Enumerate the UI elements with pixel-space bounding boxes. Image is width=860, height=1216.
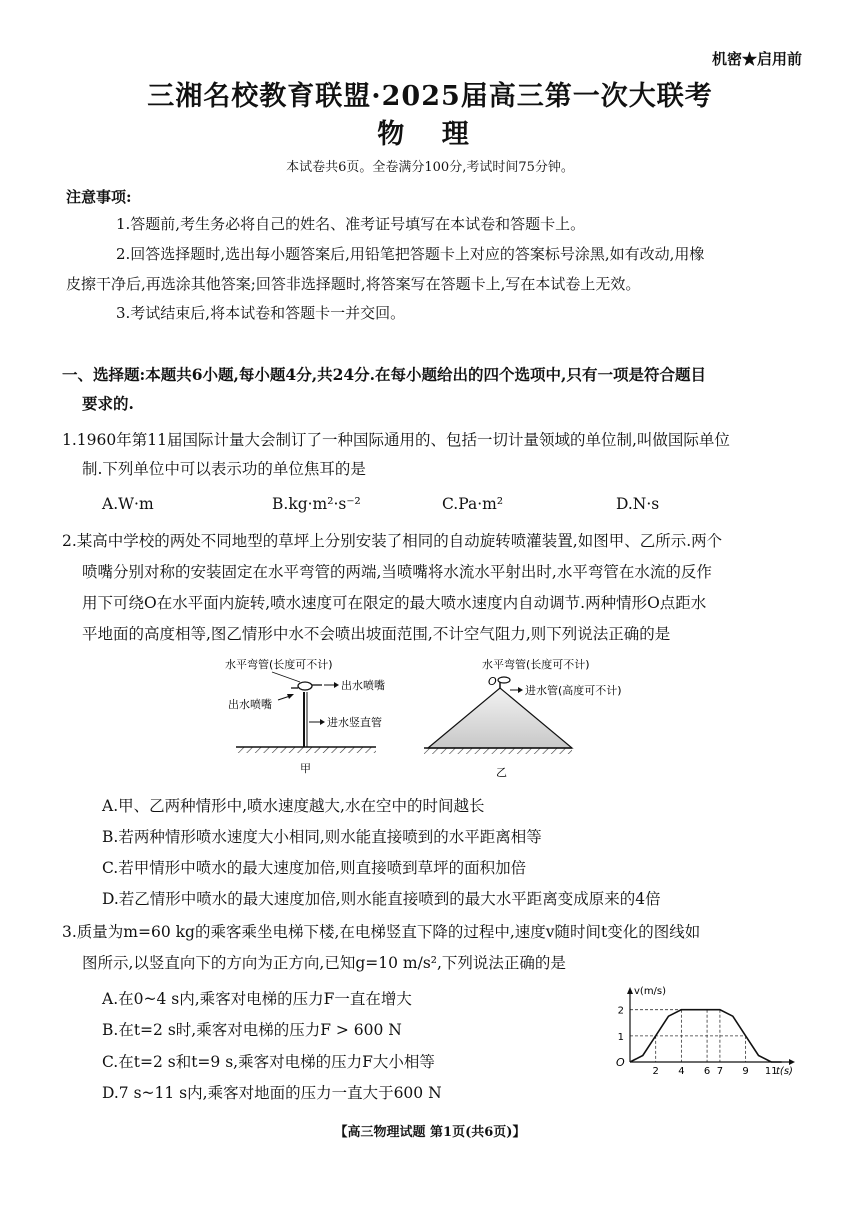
notice-item: 2.回答选择题时,选出每小题答案后,用铅笔把答题卡上对应的答案标号涂黑,如有改动,用橡 (116, 245, 705, 263)
x-tick-label: 11 (764, 1066, 778, 1077)
yi-caption: 乙 (496, 766, 507, 779)
jia-caption: 甲 (300, 762, 311, 775)
q3-option-b: B.在t=2 s时,乘客对电梯的压力F > 600 N (102, 1021, 402, 1039)
q3-option-a: A.在0~4 s内,乘客对电梯的压力F一直在增大 (102, 990, 412, 1008)
x-tick-label: 9 (742, 1066, 749, 1077)
yi-o-label: O (488, 675, 497, 688)
jia-nozzle-left-label: 出水喷嘴 (228, 698, 272, 711)
origin-label: O (616, 1056, 625, 1069)
vt-chart (608, 984, 808, 1080)
exam-meta: 本试卷共6页。全卷满分100分,考试时间75分钟。 (286, 160, 574, 175)
notice-heading: 注意事项: (66, 188, 132, 206)
page-footer: 【高三物理试题 第1页(共6页)】 (334, 1125, 526, 1140)
x-axis-arrow (789, 1059, 795, 1065)
slope (428, 688, 572, 748)
q2-stem-cont: 喷嘴分别对称的安装固定在水平弯管的两端,当喷嘴将水流水平射出时,水平弯管在水流的反作 (82, 563, 712, 581)
q2-figure (220, 652, 650, 788)
arrow-head (320, 719, 325, 725)
y-tick-label: 2 (617, 1005, 624, 1017)
x-tick-label: 2 (652, 1066, 659, 1077)
section-heading-cont: 要求的. (82, 394, 134, 413)
q1-option-a: A.W·m (102, 495, 154, 513)
q1-option-c: C.Pa·m² (442, 495, 504, 513)
yi-bend-label: 水平弯管(长度可不计) (482, 658, 590, 671)
q3-stem: 3.质量为m=60 kg的乘客乘坐电梯下楼,在电梯竖直下降的过程中,速度v随时间t变化的图线如 (62, 923, 701, 941)
jia-pipe-label: 进水竖直管 (327, 716, 382, 729)
leader-line (272, 672, 300, 682)
q2-stem-cont: 平地面的高度相等,图乙情形中水不会喷出坡面范围,不计空气阻力,则下列说法正确的是 (82, 625, 671, 643)
q2-option-a: A.甲、乙两种情形中,喷水速度越大,水在空中的时间越长 (102, 797, 485, 815)
ground-hatch (424, 748, 572, 754)
subject-title: 物 理 (377, 119, 483, 150)
y-axis-label: v(m/s) (634, 986, 667, 997)
q1-option-b: B.kg·m²·s⁻² (272, 495, 361, 513)
arrow-head (334, 682, 339, 688)
q2-stem: 2.某高中学校的两处不同地型的草坪上分别安装了相同的自动旋转喷灌装置,如图甲、乙所示.两个 (62, 532, 723, 550)
q1-stem-cont: 制.下列单位中可以表示功的单位焦耳的是 (82, 460, 366, 478)
x-tick-label: 4 (678, 1066, 685, 1077)
yi-pipe-label: 进水管(高度可不计) (525, 684, 622, 697)
arrow-head (518, 687, 523, 693)
horizontal-bend-pipe (498, 677, 510, 683)
q2-option-b: B.若两种情形喷水速度大小相同,则水能直接喷到的水平距离相等 (102, 828, 542, 846)
jia-nozzle-right-label: 出水喷嘴 (341, 679, 385, 692)
x-tick-label: 6 (703, 1066, 711, 1077)
notice-item: 3.考试结束后,将本试卷和答题卡一并交回。 (116, 304, 406, 322)
guide-lines (630, 1010, 746, 1062)
notice-item: 1.答题前,考生务必将自己的姓名、准考证号填写在本试卷和答题卡上。 (116, 215, 586, 233)
x-tick-labels (653, 1066, 778, 1077)
notice-item: 皮擦干净后,再选涂其他答案;回答非选择题时,将答案写在答题卡上,写在本试卷上无效。 (66, 275, 641, 293)
arrow-head (287, 694, 294, 699)
q2-stem-cont: 用下可绕O在水平面内旋转,喷水速度可在限定的最大喷水速度内自动调节.两种情形O点距水 (82, 594, 707, 612)
q3-option-c: C.在t=2 s和t=9 s,乘客对电梯的压力F大小相等 (102, 1053, 435, 1071)
y-axis-arrow (627, 987, 633, 994)
q3-option-d: D.7 s~11 s内,乘客对地面的压力一直大于600 N (102, 1084, 442, 1102)
q2-option-d: D.若乙情形中喷水的最大速度加倍,则水能直接喷到的最大水平距离变成原来的4倍 (102, 890, 661, 908)
confidential-label: 机密★启用前 (711, 50, 802, 68)
x-axis-label: t(s) (776, 1066, 793, 1077)
q3-stem-cont: 图所示,以竖直向下的方向为正方向,已知g=10 m/s²,下列说法正确的是 (82, 954, 566, 972)
horizontal-bend-pipe (298, 682, 312, 690)
y-tick-label: 1 (617, 1031, 624, 1043)
q2-option-c: C.若甲情形中喷水的最大速度加倍,则直接喷到草坪的面积加倍 (102, 859, 527, 877)
figure-yi (424, 657, 622, 779)
q1-stem: 1.1960年第11届国际计量大会制订了一种国际通用的、包括一切计量领域的单位制,叫做国际单位 (62, 431, 730, 449)
q1-option-d: D.N·s (616, 495, 660, 513)
exam-title: 三湘名校教育联盟·2025届高三第一次大联考 (147, 81, 713, 112)
section-heading: 一、选择题:本题共6小题,每小题4分,共24分.在每小题给出的四个选项中,只有一项是符合题目 (62, 365, 706, 384)
x-tick-label: 7 (716, 1066, 724, 1077)
figure-jia (225, 657, 385, 775)
jia-bend-label: 水平弯管(长度可不计) (225, 658, 333, 671)
ground-hatch (236, 747, 376, 753)
y-tick-labels (618, 1006, 624, 1043)
